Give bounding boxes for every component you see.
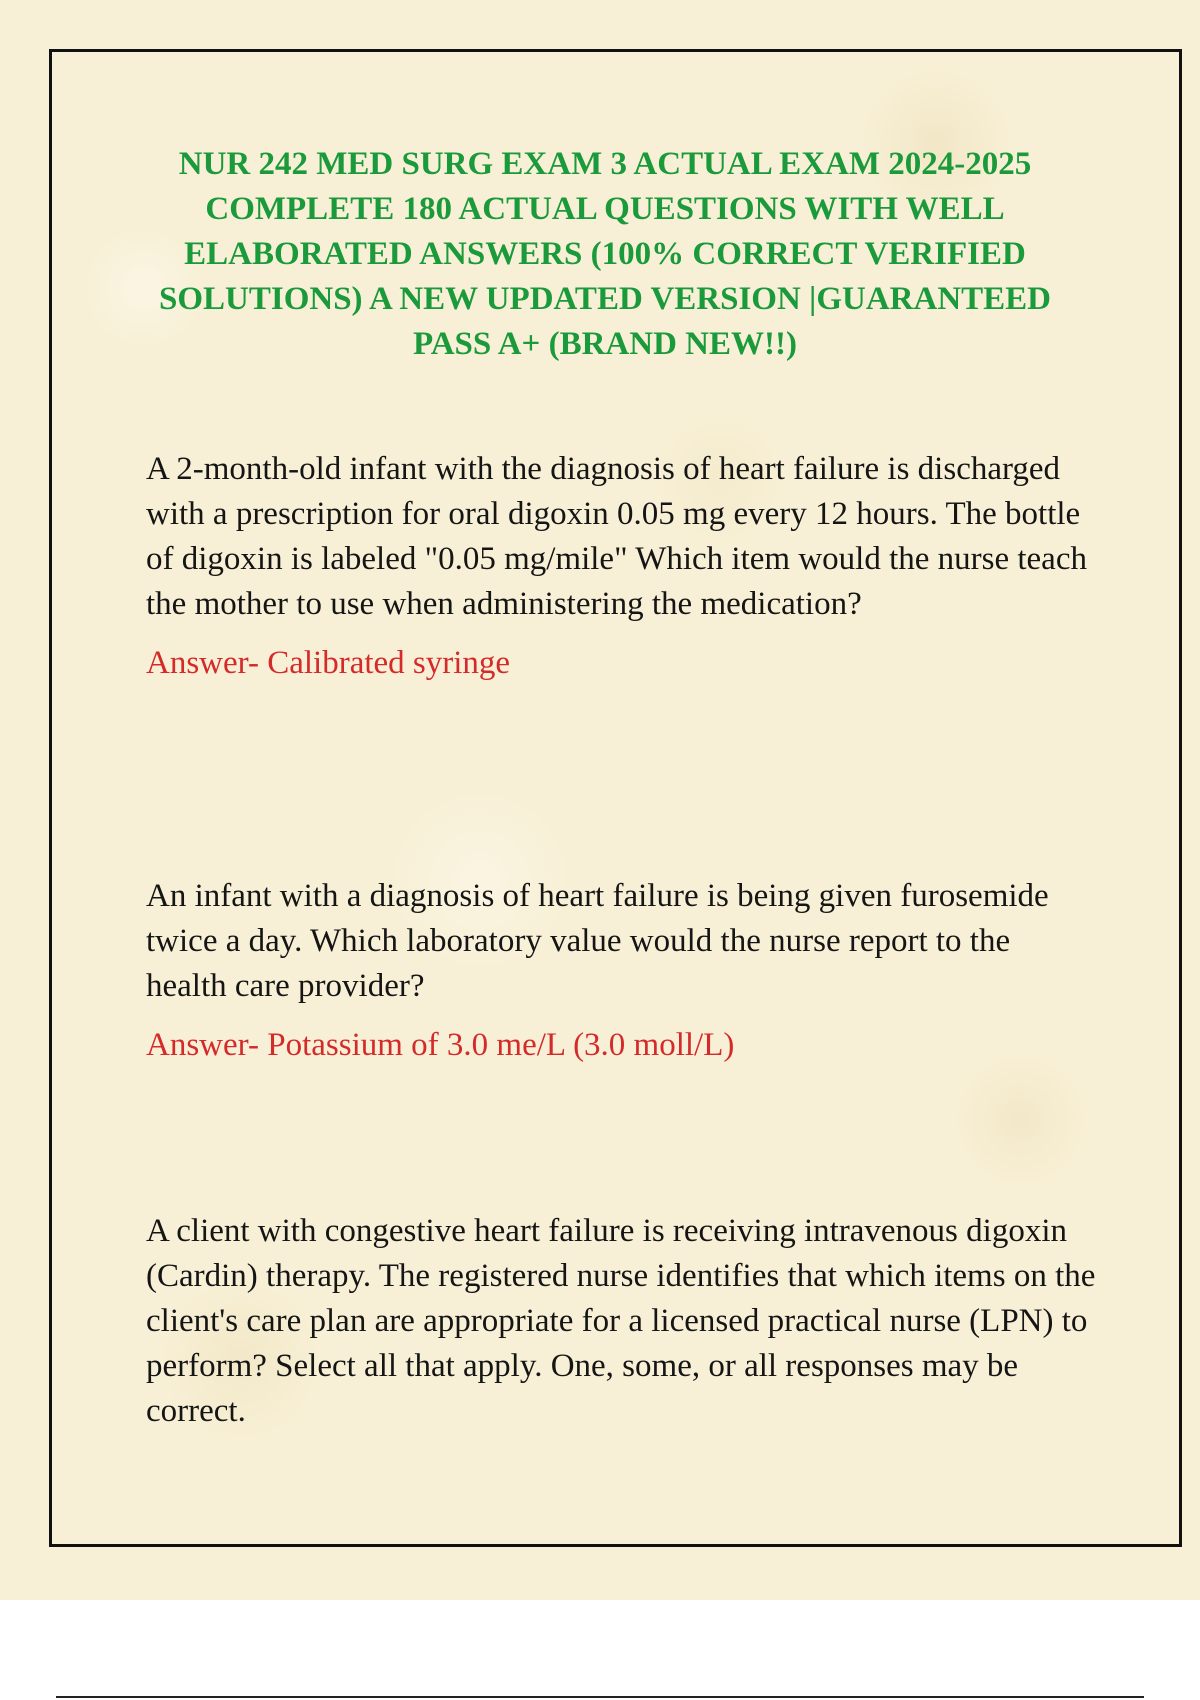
page-divider	[56, 1696, 1144, 1698]
question-text: A 2-month-old infant with the diagnosis of heart failure is discharged with a prescription for oral digoxin 0.05 mg every 12 hours. The bottle of digoxin is labeled "0.05 mg/mile" Which item would the nurse teach the mother to use when administering the medication?	[146, 451, 1087, 622]
qa-item-2	[146, 874, 1096, 1068]
answer-text: Answer- Calibrated syringe	[146, 645, 511, 681]
document-title: NUR 242 MED SURG EXAM 3 ACTUAL EXAM 2024-2025 COMPLETE 180 ACTUAL QUESTIONS WITH WELL ELABORATED ANSWERS (100% CORRECT VERIFIED SOLUTIONS) A NEW UPDATED VERSION |GUARANTEED PASS A+ (BRAND NEW!!)	[158, 146, 1052, 362]
qa-item-3	[146, 1209, 1096, 1434]
qa-item-1	[146, 447, 1096, 686]
answer-text: Answer- Potassium of 3.0 me/L (3.0 moll/L)	[146, 1027, 735, 1063]
question-text: A client with congestive heart failure is receiving intravenous digoxin (Cardin) therapy. The registered nurse identifies that which items on the client's care plan are appropriate for a licensed practical nurse (LPN) to perform? Select all that apply. One, some, or all responses may be correct.	[146, 1213, 1096, 1429]
question-text: An infant with a diagnosis of heart failure is being given furosemide twice a day. Which laboratory value would the nurse report to the health care provider?	[146, 878, 1049, 1004]
